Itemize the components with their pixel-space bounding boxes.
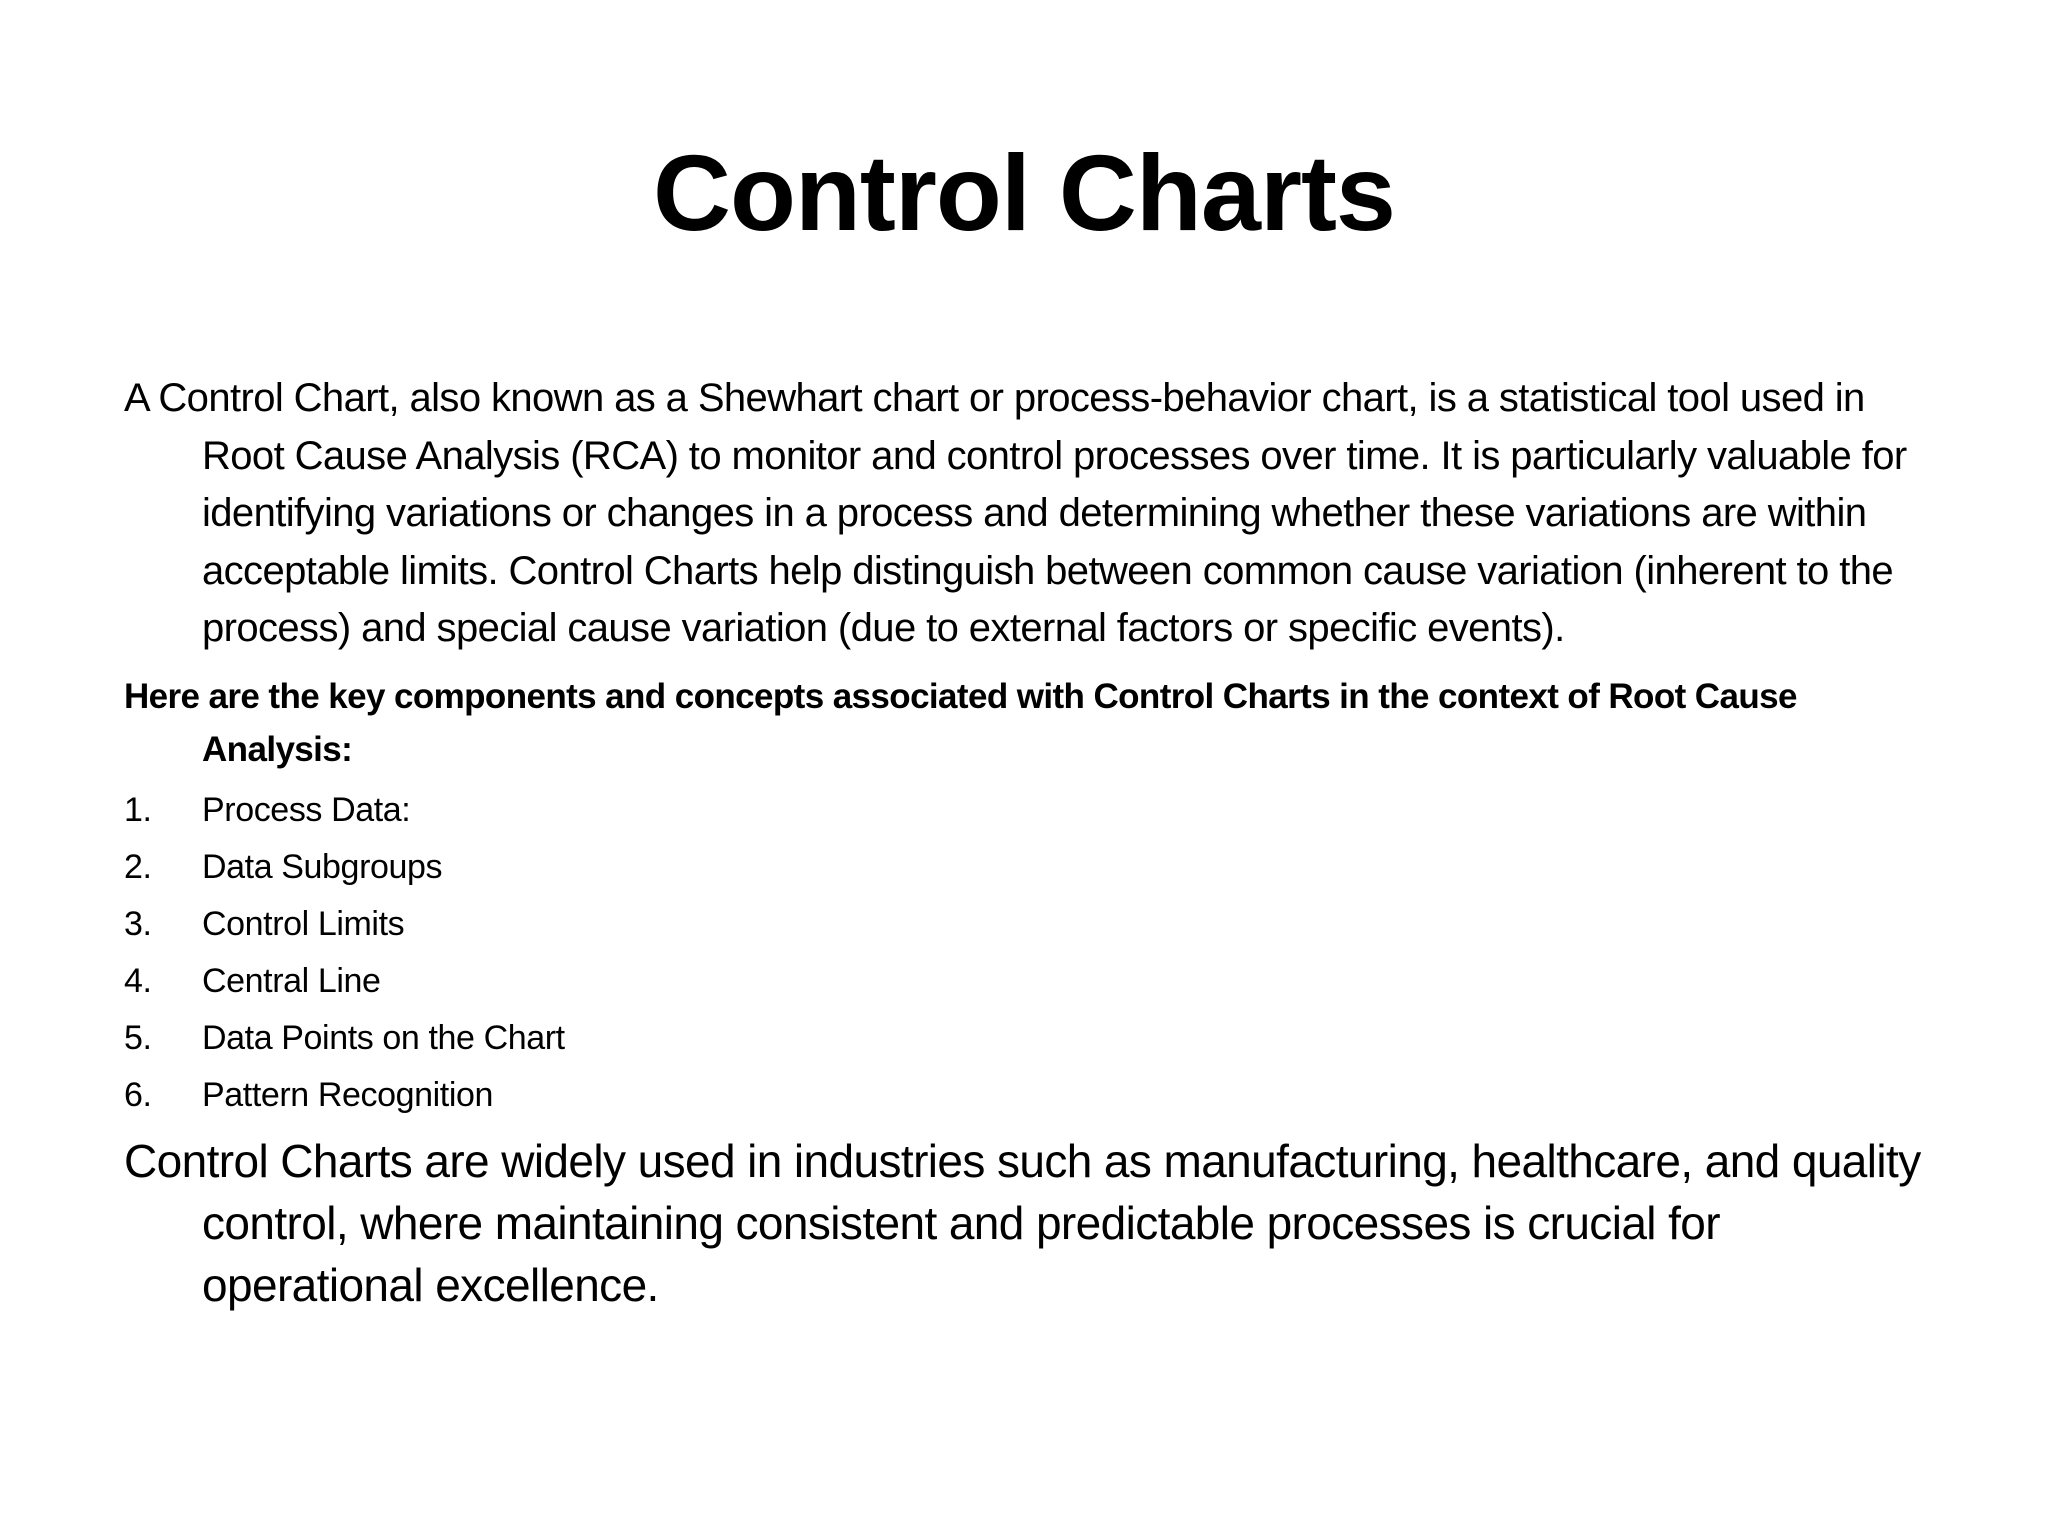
components-heading: Here are the key components and concepts associated with Control Charts in the context of Root Cause Analysis: (124, 676, 1797, 769)
list-item (124, 1067, 1944, 1124)
list-item-label: Pattern Recognition (202, 1075, 494, 1114)
slide-body (124, 370, 1944, 1316)
list-item-label: Data Points on the Chart (202, 1018, 565, 1057)
list-item (124, 839, 1944, 896)
list-item (124, 782, 1944, 839)
intro-paragraph: A Control Chart, also known as a Shewhart chart or process-behavior chart, is a statistical tool used in Root Cause Analysis (RCA) to monitor and control processes over time. It is particularly valuable for identifying variations or changes in a process and determining whether these variations are within acceptable limits. Control Charts help distinguish between common cause variation (inherent to the process) and special cause variation (due to external factors or specific events). (124, 376, 1907, 650)
list-item-number: 4. (124, 961, 152, 1000)
list-item (124, 1010, 1944, 1067)
list-item-number: 5. (124, 1018, 152, 1057)
list-item-label: Central Line (202, 961, 381, 1000)
slide-title: Control Charts (653, 132, 1395, 253)
list-item-number: 6. (124, 1075, 152, 1114)
closing-paragraph: Control Charts are widely used in industries such as manufacturing, healthcare, and quality control, where maintaining consistent and predictable processes is crucial for operational excellence. (124, 1134, 1921, 1311)
list-item (124, 953, 1944, 1010)
list-item-label: Control Limits (202, 904, 405, 943)
list-item-label: Process Data: (202, 790, 411, 829)
list-item-number: 3. (124, 904, 152, 943)
list-item-label: Data Subgroups (202, 847, 443, 886)
list-item (124, 896, 1944, 953)
components-list (124, 782, 1944, 1124)
list-item-number: 2. (124, 847, 152, 886)
list-item-number: 1. (124, 790, 152, 829)
